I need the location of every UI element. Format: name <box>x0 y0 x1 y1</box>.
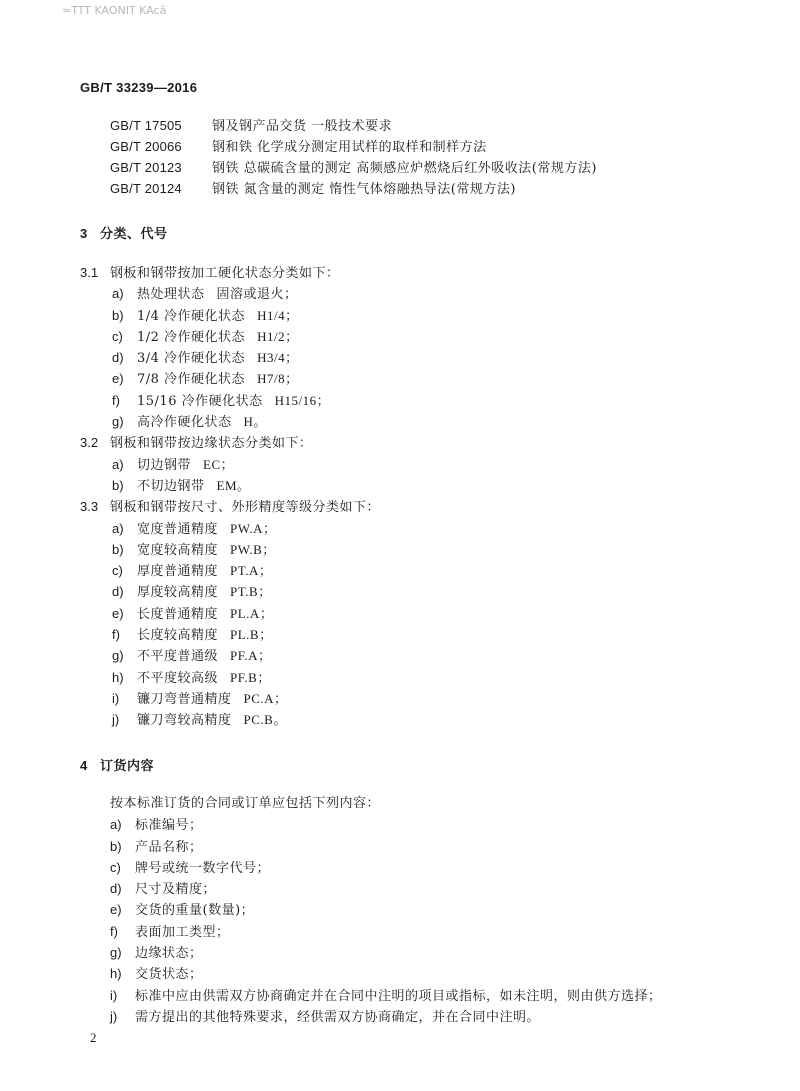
item-text: 交货的重量(数量)； <box>135 903 255 919</box>
item-name: 不平度较高级 <box>137 670 219 686</box>
list-item <box>80 283 700 304</box>
item-name: 镰刀弯较高精度 <box>137 713 232 729</box>
list-item <box>80 667 700 688</box>
item-letter: j) <box>112 712 120 728</box>
item-text: 标准中应由供需双方协商确定并在合同中注明的项目或指标，如未注明，则由供方选择； <box>135 988 662 1004</box>
item-text: 产品名称； <box>135 839 203 855</box>
list-item <box>80 326 700 347</box>
item-letter: d) <box>112 584 124 600</box>
item-letter: b) <box>112 541 124 557</box>
item-name: 热处理状态 <box>137 287 205 303</box>
list-item <box>80 539 700 560</box>
list-item <box>80 688 700 709</box>
reference-item <box>110 115 730 136</box>
item-code: H。 <box>243 414 267 430</box>
reference-item <box>110 136 730 157</box>
reference-code: GB/T 20066 <box>110 139 182 154</box>
section-4-heading <box>80 755 154 776</box>
item-letter: h) <box>110 966 122 982</box>
section-title: 分类、代号 <box>100 227 168 242</box>
list-item <box>80 624 700 645</box>
reference-code: GB/T 17505 <box>110 118 182 133</box>
list-item <box>80 942 700 963</box>
list-item <box>80 347 700 368</box>
list-item <box>80 857 700 878</box>
list-item <box>80 985 700 1006</box>
list-item <box>80 475 700 496</box>
item-name: 切边钢带 <box>137 457 192 473</box>
item-letter: a) <box>112 286 124 302</box>
item-text: 需方提出的其他特殊要求，经供需双方协商确定，并在合同中注明。 <box>135 1009 541 1025</box>
item-letter: c) <box>112 328 123 344</box>
item-code: PT.B； <box>230 584 272 600</box>
list-item <box>80 518 700 539</box>
item-letter: g) <box>110 945 122 961</box>
item-code: PT.A； <box>230 563 273 579</box>
list-item <box>80 560 700 581</box>
item-name: 厚度普通精度 <box>137 564 219 580</box>
item-letter: h) <box>112 669 124 685</box>
item-code: PF.A； <box>230 648 272 664</box>
section-number: 4 <box>80 758 88 773</box>
list-item <box>80 645 700 666</box>
item-letter: a) <box>112 456 124 472</box>
item-letter: c) <box>112 563 123 579</box>
item-code: PW.B； <box>230 541 276 557</box>
reference-title: 钢和铁 化学成分测定用试样的取样和制样方法 <box>212 140 487 155</box>
clause-text: 钢板和钢带按加工硬化状态分类如下： <box>110 266 340 281</box>
page-number: 2 <box>90 1030 97 1045</box>
list-item <box>80 836 700 857</box>
section-4-body <box>80 793 700 1027</box>
list-item <box>80 878 700 899</box>
item-letter: j) <box>110 1008 118 1024</box>
item-code: H7/8； <box>257 371 299 387</box>
item-letter: f) <box>112 392 120 408</box>
standard-number-header: GB/T 33239—2016 <box>80 80 198 95</box>
item-name: 宽度普通精度 <box>137 521 219 537</box>
item-letter: d) <box>110 881 122 897</box>
list-item <box>80 390 700 411</box>
item-name: 长度普通精度 <box>137 606 219 622</box>
item-name: 7/8 冷作硬化状态 <box>137 372 246 388</box>
item-code: 固溶或退火； <box>216 286 298 302</box>
clause-text: 钢板和钢带按尺寸、外形精度等级分类如下： <box>110 500 381 516</box>
clause-3-3 <box>80 496 700 517</box>
item-letter: i) <box>112 690 120 706</box>
item-name: 15/16 冷作硬化状态 <box>137 393 263 409</box>
item-code: PC.B。 <box>243 712 287 728</box>
list-item <box>80 368 700 389</box>
list-item <box>80 454 700 475</box>
list-item <box>80 305 700 326</box>
item-letter: e) <box>110 902 122 918</box>
item-code: PL.A； <box>230 605 274 621</box>
item-letter: g) <box>112 648 124 664</box>
clause-text: 钢板和钢带按边缘状态分类如下： <box>110 436 313 452</box>
item-code: PL.B； <box>230 627 273 643</box>
item-name: 厚度较高精度 <box>137 585 219 601</box>
item-letter: a) <box>112 520 124 536</box>
item-letter: e) <box>112 371 124 387</box>
clause-number: 3.3 <box>80 499 99 515</box>
item-name: 不平度普通级 <box>137 649 219 665</box>
item-letter: b) <box>110 838 122 854</box>
item-letter: f) <box>110 923 118 939</box>
item-letter: e) <box>112 605 124 621</box>
list-item <box>80 814 700 835</box>
reference-title: 钢铁 总碳硫含量的测定 高频感应炉燃烧后红外吸收法(常规方法) <box>212 161 597 176</box>
item-name: 镰刀弯普通精度 <box>137 691 232 707</box>
item-letter: b) <box>112 307 124 323</box>
item-letter: f) <box>112 627 120 643</box>
section-number: 3 <box>80 226 88 241</box>
reference-title: 钢及钢产品交货 一般技术要求 <box>212 119 393 134</box>
clause-number: 3.1 <box>80 265 99 280</box>
section-3-body <box>80 262 700 731</box>
item-letter: d) <box>112 350 124 366</box>
list-item <box>80 603 700 624</box>
item-code: H15/16； <box>274 392 331 408</box>
watermark-text: =TTT KAONIT KAcâ <box>62 4 167 17</box>
section-3-heading <box>80 223 168 244</box>
item-text: 牌号或统一数字代号； <box>135 860 271 876</box>
item-letter: c) <box>110 859 121 875</box>
reference-list <box>110 115 730 199</box>
list-item <box>80 709 700 730</box>
item-name: 高冷作硬化状态 <box>137 415 232 431</box>
item-letter: a) <box>110 817 122 833</box>
clause-number: 3.2 <box>80 435 99 451</box>
item-text: 交货状态； <box>135 967 203 983</box>
reference-item <box>110 157 730 178</box>
item-text: 尺寸及精度； <box>135 882 217 898</box>
list-item <box>80 411 700 432</box>
item-text: 边缘状态； <box>135 946 203 962</box>
item-name: 长度较高精度 <box>137 628 219 644</box>
reference-item <box>110 178 730 199</box>
section-intro: 按本标准订货的合同或订单应包括下列内容： <box>110 796 381 811</box>
item-code: PC.A； <box>243 690 288 706</box>
item-code: EM。 <box>216 477 251 493</box>
section-title: 订货内容 <box>100 759 155 774</box>
item-letter: b) <box>112 477 124 493</box>
item-name: 1/4 冷作硬化状态 <box>137 308 246 324</box>
reference-code: GB/T 20123 <box>110 160 182 175</box>
reference-title: 钢铁 氮含量的测定 惰性气体熔融热导法(常规方法) <box>212 182 516 197</box>
item-code: PF.B； <box>230 669 271 685</box>
item-code: H1/2； <box>257 328 299 344</box>
list-item <box>80 963 700 984</box>
item-text: 表面加工类型； <box>135 924 230 940</box>
reference-code: GB/T 20124 <box>110 181 182 196</box>
item-name: 不切边钢带 <box>137 478 205 494</box>
item-letter: g) <box>112 414 124 430</box>
item-code: PW.A； <box>230 520 277 536</box>
item-code: EC； <box>203 456 235 472</box>
clause-3-1 <box>80 262 700 283</box>
list-item <box>80 899 700 920</box>
item-name: 宽度较高精度 <box>137 542 219 558</box>
list-item <box>80 921 700 942</box>
item-code: H1/4； <box>257 307 299 323</box>
list-item <box>80 581 700 602</box>
item-code: H3/4； <box>257 350 299 366</box>
item-text: 标准编号； <box>135 818 203 834</box>
item-name: 1/2 冷作硬化状态 <box>137 329 246 345</box>
list-item <box>80 1006 700 1027</box>
item-name: 3/4 冷作硬化状态 <box>137 351 246 367</box>
clause-3-2 <box>80 432 700 453</box>
item-letter: i) <box>110 987 118 1003</box>
